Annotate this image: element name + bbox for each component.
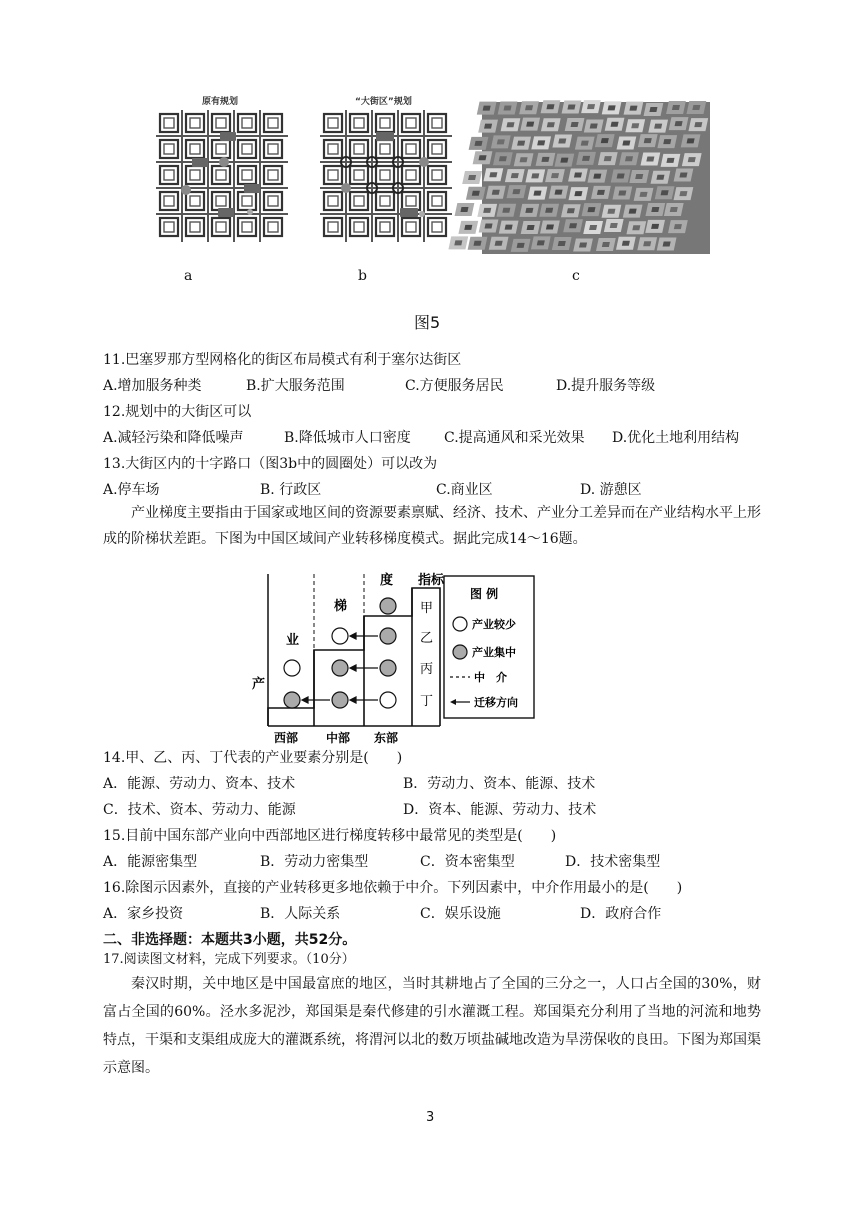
- q14-stem: 14.甲、乙、丙、丁代表的产业要素分别是( ): [103, 750, 403, 766]
- figure-5: [150, 90, 720, 290]
- q11-option-b: B.扩大服务范围: [246, 378, 345, 394]
- step-label-du: 度: [380, 573, 394, 588]
- legend-item-direction: 迁移方向: [474, 696, 518, 709]
- q16-option-c: C．娱乐设施: [420, 906, 501, 922]
- q12-option-d: D.优化土地利用结构: [612, 430, 740, 446]
- q17-stem: 17.阅读图文材料，完成下列要求。（10分）: [103, 952, 355, 967]
- indicator-ding: 丁: [420, 694, 434, 709]
- sub-c-label: c: [572, 268, 580, 284]
- q12-stem: 12.规划中的大街区可以: [103, 404, 252, 420]
- legend-item-intermediary: 中 介: [474, 671, 507, 684]
- step-label-ye: 业: [286, 633, 300, 648]
- q13-option-c: C.商业区: [436, 482, 493, 498]
- q11-option-c: C.方便服务居民: [405, 378, 504, 394]
- q16-option-b: B．人际关系: [260, 906, 341, 922]
- q16-option-d: D．政府合作: [580, 906, 662, 922]
- q13-stem: 13.大街区内的十字路口（图3b中的圆圈处）可以改为: [103, 456, 438, 472]
- panel-a-grid: [156, 110, 288, 242]
- region-central: 中部: [326, 731, 351, 745]
- indicator-yi: 乙: [420, 631, 434, 646]
- panel-a-title: 原有规划: [202, 97, 239, 107]
- q14-option-b: B．劳动力、资本、能源、技术: [403, 776, 596, 792]
- q11-stem: 11.巴塞罗那方型网格化的街区布局模式有利于塞尔达街区: [103, 352, 462, 368]
- figure-5-graphics: [150, 90, 720, 265]
- q16-stem: 16.除图示因素外，直接的产业转移更多地依赖于中介。下列因素中，中介作用最小的是( ): [103, 880, 683, 896]
- page-number: 3: [426, 1110, 435, 1125]
- indicator-bing: 丙: [420, 662, 434, 677]
- legend-title: 图 例: [470, 587, 499, 601]
- section-2-heading: 二、非选择题：本题共3小题，共52分。: [103, 932, 357, 948]
- q11-option-a: A.增加服务种类: [103, 378, 202, 394]
- step-label-chan: 产: [252, 677, 266, 692]
- q14-option-c: C．技术、资本、劳动力、能源: [103, 802, 296, 818]
- figure-5-label: 图5: [414, 313, 441, 332]
- industry-gradient-diagram: [248, 570, 538, 746]
- q15-option-c: C．资本密集型: [420, 854, 515, 870]
- diagram-legend: [444, 576, 534, 718]
- intro-14-16: 产业梯度主要指由于国家或地区间的资源要素禀赋、经济、技术、产业分工差异而在产业结构水平上形成的阶梯状差距。下图为中国区域间产业转移梯度模式。据此完成14～16题。: [103, 505, 761, 547]
- step-label-ti: 梯: [334, 599, 348, 614]
- indicator-header: 指标: [418, 573, 445, 588]
- q17-material: 秦汉时期，关中地区是中国最富庶的地区，当时其耕地占了全国的三分之一，人口占全国的30%，财富占全国的60%。泾水多泥沙，郑国渠是秦代修建的引水灌溉工程。郑国渠充分利用了当地的河流和地势特点，干渠和支渠组成庞大的灌溉系统，将渭河以北的数万顷盐碱地改造为旱涝保收的良田。下图为郑国渠示意图。: [103, 976, 761, 1076]
- sub-b-label: b: [358, 268, 367, 284]
- region-west: 西部: [274, 731, 299, 745]
- q12-option-a: A.减轻污染和降低噪声: [103, 430, 244, 446]
- sub-a-label: a: [184, 268, 193, 284]
- q14-option-a: A．能源、劳动力、资本、技术: [103, 776, 296, 792]
- q12-option-c: C.提高通风和采光效果: [444, 430, 585, 446]
- q16-option-a: A．家乡投资: [103, 906, 184, 922]
- panel-c-aerial-photo: [448, 100, 710, 254]
- q15-option-b: B．劳动力密集型: [260, 854, 369, 870]
- q12-option-b: B.降低城市人口密度: [284, 430, 411, 446]
- q11-option-d: D.提升服务等级: [556, 378, 656, 394]
- q15-option-d: D．技术密集型: [565, 854, 661, 870]
- panel-b-grid: [320, 110, 452, 242]
- q13-option-d: D. 游憩区: [580, 482, 642, 498]
- q15-stem: 15.目前中国东部产业向中西部地区进行梯度转移中最常见的类型是( ): [103, 828, 557, 844]
- legend-item-few: 产业较少: [472, 618, 516, 631]
- industry-gradient-svg: [248, 570, 538, 746]
- q15-option-a: A．能源密集型: [103, 854, 198, 870]
- q13-option-b: B. 行政区: [260, 482, 322, 498]
- legend-item-concentrated: 产业集中: [472, 646, 516, 659]
- region-east: 东部: [374, 731, 399, 745]
- panel-b-title: “大街区”规划: [355, 97, 412, 107]
- q13-option-a: A.停车场: [103, 482, 160, 498]
- q14-option-d: D．资本、能源、劳动力、技术: [403, 802, 597, 818]
- indicator-jia: 甲: [420, 601, 434, 616]
